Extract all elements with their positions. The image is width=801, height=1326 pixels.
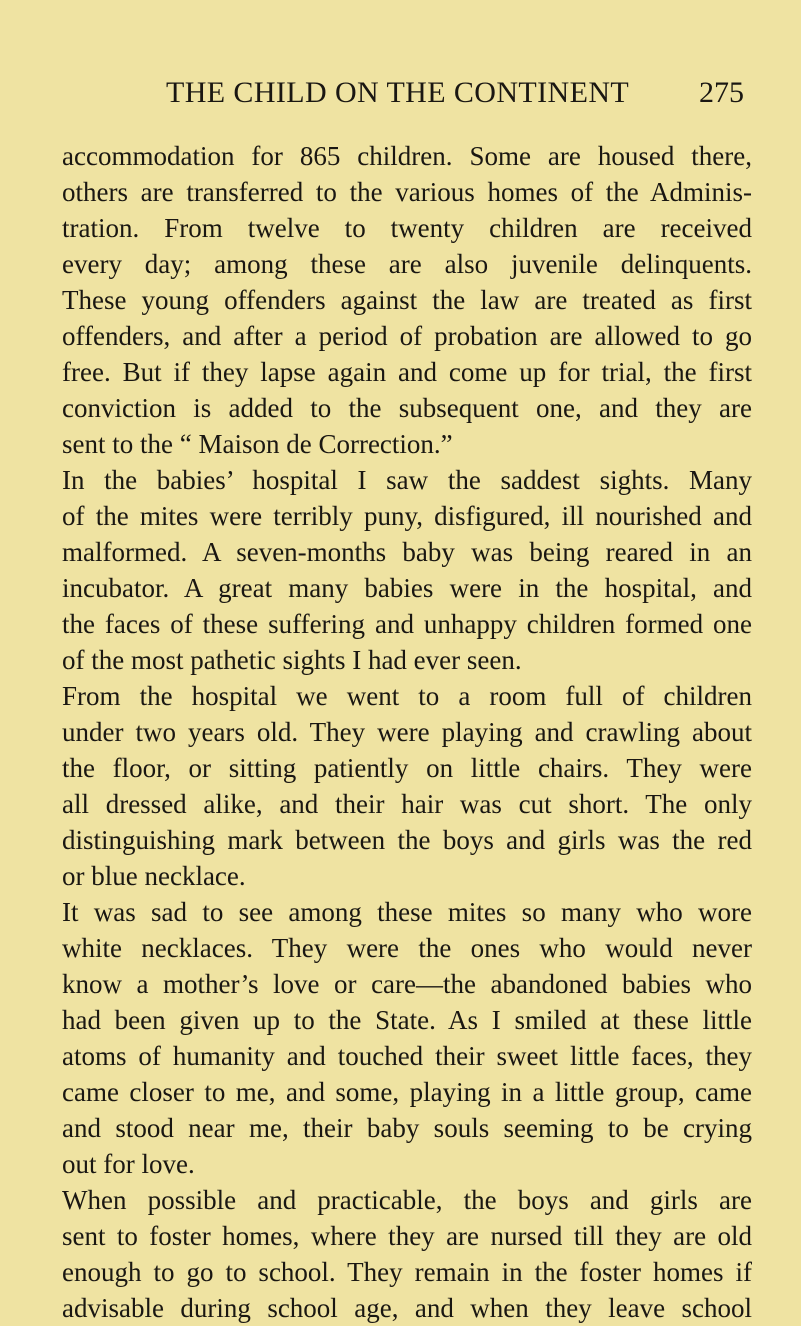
text-line: white necklaces. They were the ones who would never bbox=[62, 933, 752, 963]
text-line: of the mites were terribly puny, disfigured, ill nourished and bbox=[62, 501, 752, 531]
text-line: From the hospital we went to a room full of children bbox=[62, 681, 752, 711]
text-line: others are transferred to the various homes of the Adminis- bbox=[62, 177, 752, 207]
text-line: and stood near me, their baby souls seeming to be crying bbox=[62, 1113, 752, 1143]
text-line: advisable during school age, and when they leave school bbox=[62, 1293, 752, 1323]
text-line: tration. From twelve to twenty children are received bbox=[62, 213, 752, 243]
text-line: malformed. A seven-months baby was being reared in an bbox=[62, 537, 752, 567]
text-line: under two years old. They were playing and crawling about bbox=[62, 717, 752, 747]
text-line: These young offenders against the law are treated as first bbox=[62, 285, 752, 315]
text-line: conviction is added to the subsequent one, and they are bbox=[62, 393, 752, 423]
text-line: atoms of humanity and touched their sweet little faces, they bbox=[62, 1041, 752, 1071]
text-line: free. But if they lapse again and come up for trial, the first bbox=[62, 357, 752, 387]
text-line: or blue necklace. bbox=[62, 861, 246, 891]
text-line: the floor, or sitting patiently on little chairs. They were bbox=[62, 753, 752, 783]
text-line: sent to foster homes, where they are nursed till they are old bbox=[62, 1221, 752, 1251]
text-line: enough to go to school. They remain in the foster homes if bbox=[62, 1257, 752, 1287]
text-line: distinguishing mark between the boys and girls was the red bbox=[62, 825, 752, 855]
text-line: incubator. A great many babies were in the hospital, and bbox=[62, 573, 752, 603]
text-line: the faces of these suffering and unhappy children formed one bbox=[62, 609, 752, 639]
text-line: sent to the “ Maison de Correction.” bbox=[62, 429, 453, 459]
text-line: every day; among these are also juvenile delinquents. bbox=[62, 249, 752, 279]
body-text bbox=[62, 138, 752, 1326]
page-header bbox=[0, 76, 801, 116]
text-line: of the most pathetic sights I had ever seen. bbox=[62, 645, 522, 675]
text-line: out for love. bbox=[62, 1149, 195, 1179]
text-line: came closer to me, and some, playing in a little group, came bbox=[62, 1077, 752, 1107]
text-line: accommodation for 865 children. Some are housed there, bbox=[62, 141, 752, 171]
text-line: It was sad to see among these mites so many who wore bbox=[62, 897, 752, 927]
text-line: all dressed alike, and their hair was cut short. The only bbox=[62, 789, 752, 819]
text-line: had been given up to the State. As I smiled at these little bbox=[62, 1005, 752, 1035]
text-line: When possible and practicable, the boys and girls are bbox=[62, 1185, 752, 1215]
page-number: 275 bbox=[699, 76, 744, 109]
text-line: offenders, and after a period of probation are allowed to go bbox=[62, 321, 752, 351]
running-title: THE CHILD ON THE CONTINENT bbox=[166, 76, 630, 109]
text-line: know a mother’s love or care—the abandoned babies who bbox=[62, 969, 752, 999]
text-line: In the babies’ hospital I saw the saddest sights. Many bbox=[62, 465, 752, 495]
